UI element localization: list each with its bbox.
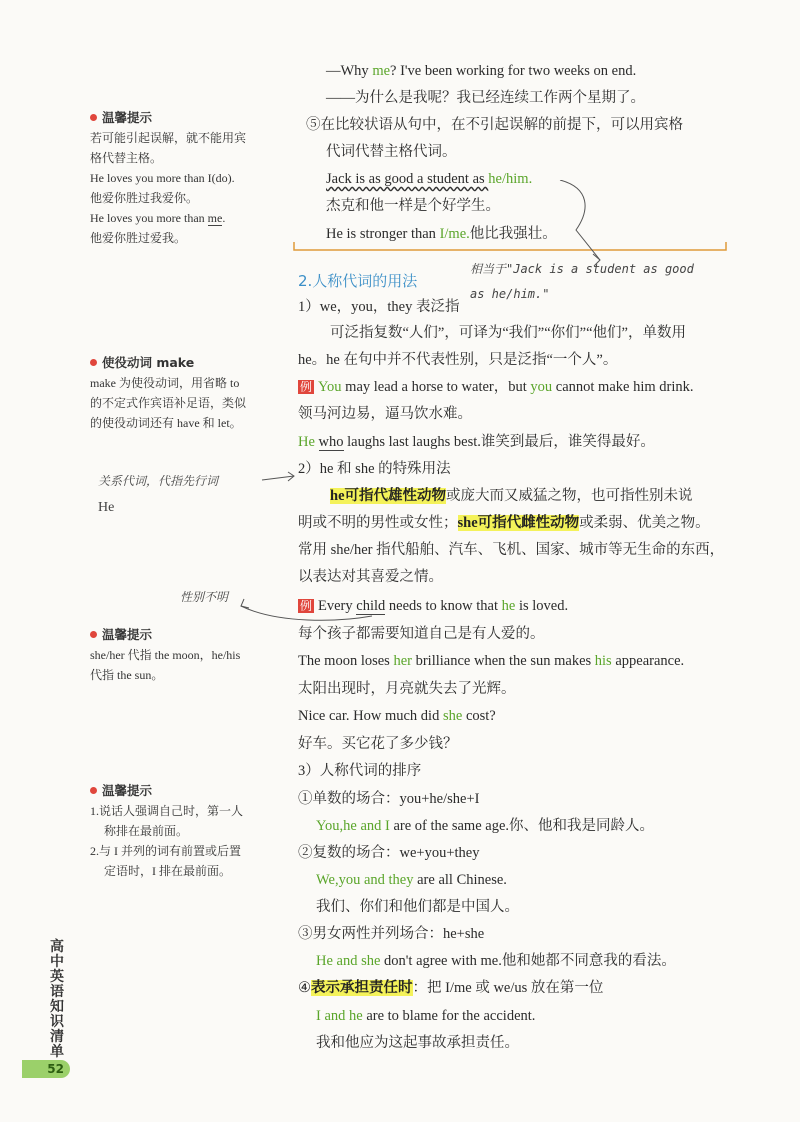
handwritten-note-equivalent-1: 相当于"Jack is a student as good [470,262,694,276]
subsection-2-para-3: 常用 she/her 指代船舶、汽车、飞机、国家、城市等无生命的东西， [298,542,725,558]
subsection-2-para-2: 明或不明的男性或女性；she可指代雌性动物或柔弱、优美之物。 [298,515,710,531]
order-rule-2: ②复数的场合：we+you+they [298,845,480,861]
tip-3-heading: 温馨提示 [90,625,152,643]
arrow-icon [260,468,300,488]
handwritten-note-relative-pronoun: 关系代词，代指先行词 [98,474,219,488]
tip-4-body: 1.说话人强调自己时，第一人 称排在最前面。 2.与 I 并列的词有前置或后置 定语时，I 排在最前面。 [90,804,244,878]
rule-5-line-2: 代词代替主格代词。 [326,144,457,160]
example-5-cn: 好车。买它花了多少钱？ [298,736,458,752]
tip-dot-icon [90,359,97,366]
page-number: 52 [22,1060,70,1078]
book-title-vertical: 高中英语知识清单 [50,939,64,1060]
example-3-cn: 每个孩子都需要知道自己是有人爱的。 [298,626,545,642]
example-5: Nice car. How much did she cost? [298,708,496,724]
example-4: The moon loses her brilliance when the sun makes his appearance. [298,653,685,669]
handwritten-note-equivalent-2: as he/him." [470,287,550,301]
order-rule-4-example: I and he are to blame for the accident. [316,1008,536,1024]
subsection-2-para-4: 以表达对其喜爱之情。 [298,569,443,585]
order-rule-1: ①单数的场合：you+he/she+I [298,791,480,807]
handwritten-note-gender-unknown: 性别不明 [180,590,229,604]
top-example-line-1: —Why me? I've been working for two weeks on end. [326,63,637,79]
example-1-cn: 领马河边易，逼马饮水难。 [298,406,472,422]
example-mark: 例 [300,380,313,394]
example-2: He who laughs last laughs best.谁笑到最后，谁笑得最好。 [298,434,655,450]
stronger-example: He is stronger than I/me.他比我强壮。 [326,226,557,242]
example-1: 例 You may lead a horse to water，but you cannot make him drink. [300,379,694,395]
tip-1-body: 若可能引起误解，就不能用宾 格代替主格。 He loves you more than I(do). 他爱你胜过我爱你。 He loves you more than me. 他爱你胜过爱我。 [90,131,247,245]
subsection-1-title: 1）we，you，they 表泛指 [298,299,460,315]
order-rule-4: ④表示承担责任时：把 I/me 或 we/us 放在第一位 [298,980,604,996]
handwritten-note-he: He [98,500,115,515]
order-rule-2-example: We,you and they are all Chinese. [316,872,507,888]
rule-5-line-1: ⑤在比较状语从句中，在不引起误解的前提下，可以用宾格 [306,117,683,133]
tip-4-heading: 温馨提示 [90,781,152,799]
tip-3-body: she/her 代指 the moon，he/his 代指 the sun。 [90,648,241,682]
subsection-3-title: 3）人称代词的排序 [298,763,422,779]
tip-2-heading: 使役动词 make [90,353,194,371]
tip-1-heading: 温馨提示 [90,108,152,126]
tip-dot-icon [90,114,97,121]
arrow-to-child-icon [238,596,378,626]
section-title: 2.人称代词的用法 [298,272,418,290]
subsection-1-para-1: 可泛指复数“人们”，可译为“我们”“你们”“他们”，单数用 [330,325,686,341]
jack-example-cn: 杰克和他一样是个好学生。 [326,198,500,214]
tip-dot-icon [90,631,97,638]
order-rule-2-example-cn: 我们、你们和他们都是中国人。 [316,899,519,915]
subsection-2-para-1: he可指代雄性动物或庞大而又威猛之物，也可指性别未说 [330,488,693,504]
jack-example: Jack is as good a student as he/him. [326,171,533,187]
order-rule-4-example-cn: 我和他应为这起事故承担责任。 [316,1035,519,1051]
example-4-cn: 太阳出现时，月亮就失去了光辉。 [298,681,516,697]
order-rule-3: ③男女两性并列场合：he+she [298,926,485,942]
top-example-line-2: ——为什么是我呢？我已经连续工作两个星期了。 [326,90,645,106]
example-mark: 例 [300,599,313,613]
subsection-2-title: 2）he 和 she 的特殊用法 [298,461,451,477]
order-rule-1-example: You,he and I are of the same age.你、他和我是同龄人。 [316,818,655,834]
order-rule-3-example: He and she don't agree with me.他和她都不同意我的看法。 [316,953,676,969]
tip-dot-icon [90,787,97,794]
tip-2-body: make 为使役动词，用省略 to 的不定式作宾语补足语，类似 的使役动词还有 have 和 let。 [90,376,247,430]
subsection-1-para-2: he。he 在句中并不代表性别，只是泛指“一个人”。 [298,352,618,368]
example-3: 例 Every child needs to know that he is loved. [300,598,569,614]
